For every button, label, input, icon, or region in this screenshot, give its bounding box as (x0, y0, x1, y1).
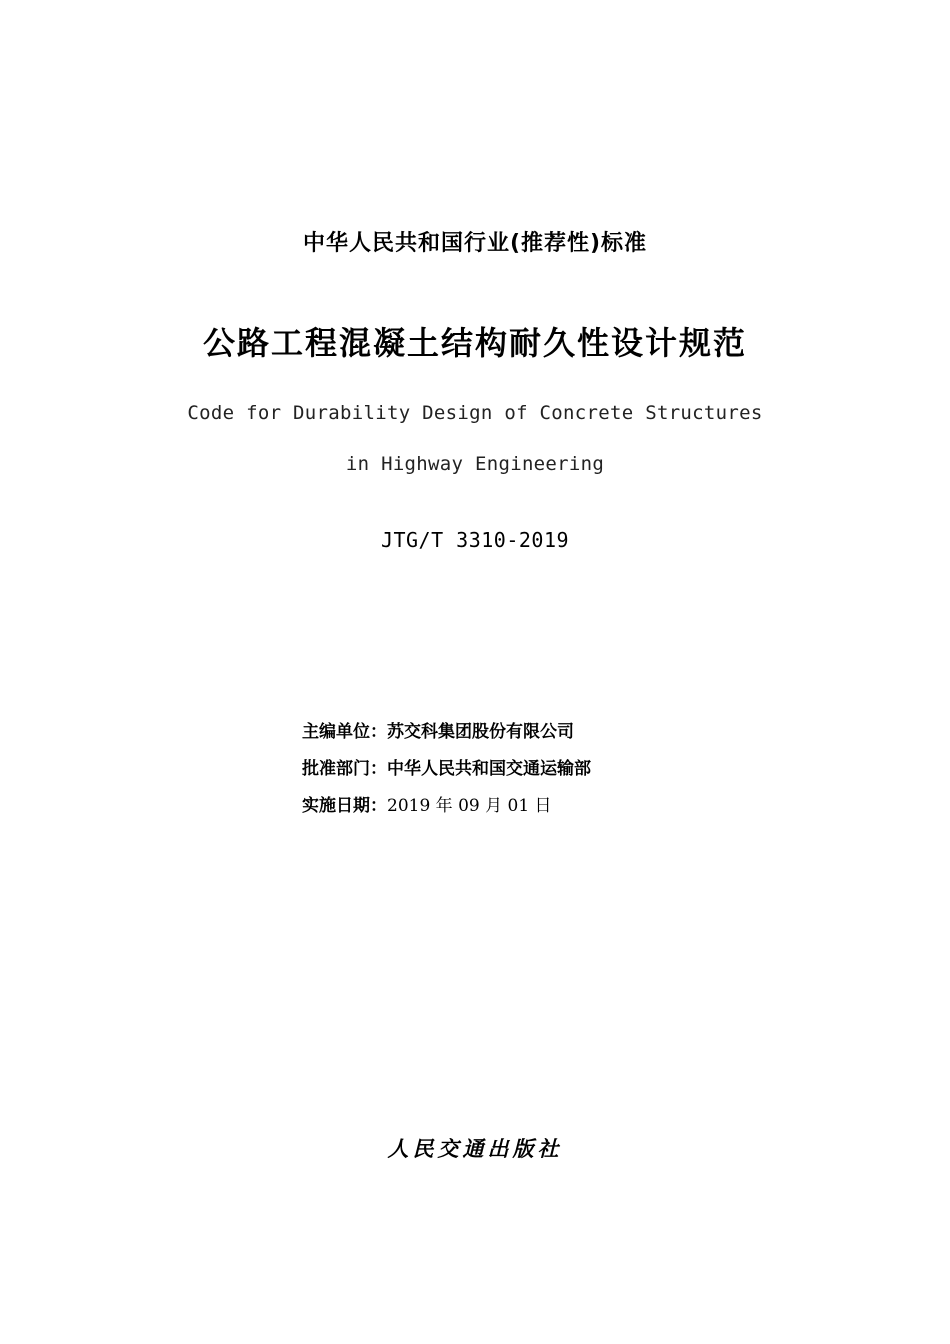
approval-value: 中华人民共和国交通运输部 (387, 759, 591, 779)
standard-category: 中华人民共和国行业(推荐性)标准 (302, 231, 648, 256)
editor-row (302, 718, 591, 755)
document-info-block (302, 718, 591, 829)
editor-value: 苏交科集团股份有限公司 (387, 722, 574, 742)
document-title: 公路工程混凝土结构耐久性设计规范 (202, 324, 747, 362)
date-row (302, 792, 591, 829)
date-label: 实施日期： (302, 796, 387, 816)
english-title-line-2: in Highway Engineering (345, 453, 605, 475)
standard-code: JTG/T 3310-2019 (380, 528, 570, 552)
publisher-name: 人民交通出版社 (387, 1136, 563, 1161)
date-value: 2019 年 09 月 01 日 (387, 796, 552, 816)
english-title-line-1: Code for Durability Design of Concrete Structures (187, 402, 763, 424)
approval-row (302, 755, 591, 792)
approval-label: 批准部门： (302, 759, 387, 779)
editor-label: 主编单位： (302, 722, 387, 742)
